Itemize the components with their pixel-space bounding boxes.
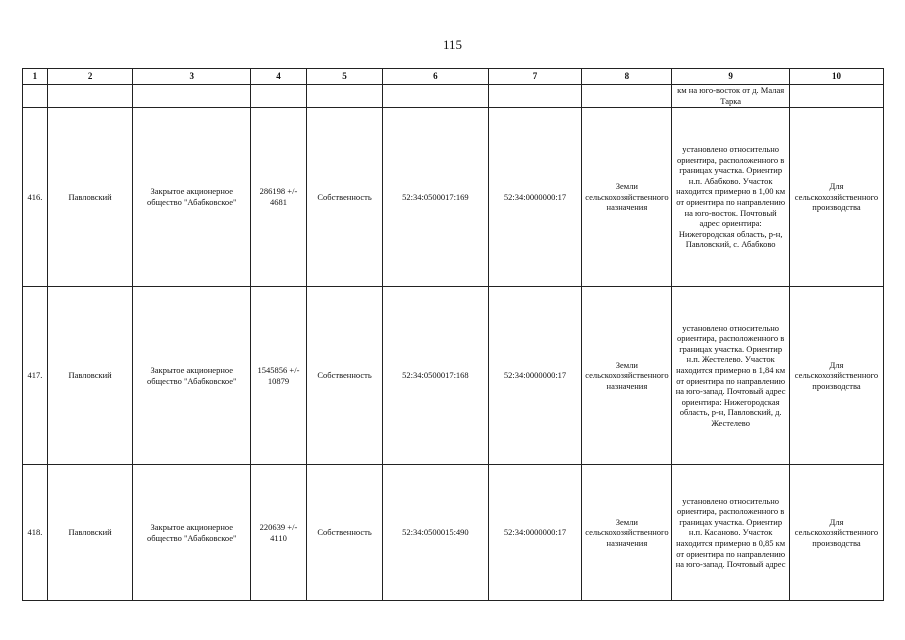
- right-cell: Собственность: [306, 286, 382, 465]
- parent-cadastral-cell: 52:34:0000000:17: [488, 286, 582, 465]
- row-number: 416.: [23, 108, 48, 287]
- parent-cadastral-cell: 52:34:0000000:17: [488, 108, 582, 287]
- permitted-use-cell: Для сельскохозяйственного производства: [789, 286, 883, 465]
- column-header: 6: [383, 69, 488, 85]
- land-category-cell: Земли сельскохозяйственного назначения: [582, 108, 672, 287]
- area-cell: 220639 +/- 4110: [251, 465, 307, 601]
- right-cell: Собственность: [306, 108, 382, 287]
- cadastral-number-cell: 52:34:0500015:490: [383, 465, 488, 601]
- permitted-use-cell: Для сельскохозяйственного производства: [789, 465, 883, 601]
- table-row: [23, 108, 884, 287]
- row-number: 417.: [23, 286, 48, 465]
- land-register-table: [22, 68, 884, 601]
- column-header: 3: [133, 69, 251, 85]
- location-cell: км на юго-восток от д. Малая Тарка: [672, 85, 790, 108]
- location-cell: установлено относительно ориентира, расположенного в границах участка. Ориентир н.п. Абабково. Участок находится примерно в 1,00 км от ориентира по направлению на юго-восток. Почтовый адрес ориентира: Нижегородская область, р-н, Павловский, с. Абабково: [672, 108, 790, 287]
- column-header: 2: [47, 69, 133, 85]
- column-header: 10: [789, 69, 883, 85]
- right-cell: Собственность: [306, 465, 382, 601]
- table-row: [23, 465, 884, 601]
- permitted-use-cell: Для сельскохозяйственного производства: [789, 108, 883, 287]
- land-category-cell: Земли сельскохозяйственного назначения: [582, 286, 672, 465]
- column-header: 9: [672, 69, 790, 85]
- owner-cell: Закрытое акционерное общество "Абабковское": [133, 465, 251, 601]
- district-cell: Павловский: [47, 465, 133, 601]
- column-header: 4: [251, 69, 307, 85]
- continuation-row: [23, 85, 884, 108]
- column-header: 8: [582, 69, 672, 85]
- area-cell: 1545856 +/- 10879: [251, 286, 307, 465]
- land-category-cell: Земли сельскохозяйственного назначения: [582, 465, 672, 601]
- area-cell: 286198 +/- 4681: [251, 108, 307, 287]
- parent-cadastral-cell: 52:34:0000000:17: [488, 465, 582, 601]
- header-row: [23, 69, 884, 85]
- owner-cell: Закрытое акционерное общество "Абабковское": [133, 108, 251, 287]
- owner-cell: Закрытое акционерное общество "Абабковское": [133, 286, 251, 465]
- cadastral-number-cell: 52:34:0500017:168: [383, 286, 488, 465]
- location-cell: установлено относительно ориентира, расположенного в границах участка. Ориентир н.п. Касаново. Участок находится примерно в 0,85 км от ориентира по направлению на юго-запад. Почтовый адрес: [672, 465, 790, 601]
- column-header: 7: [488, 69, 582, 85]
- column-header: 1: [23, 69, 48, 85]
- cadastral-number-cell: 52:34:0500017:169: [383, 108, 488, 287]
- page-number: 115: [442, 37, 463, 52]
- location-cell: установлено относительно ориентира, расположенного в границах участка. Ориентир н.п. Жестелево. Участок находится примерно в 1,84 км от ориентира по направлению на юго-запад. Почтовый адрес ориентира: Нижегородская область, р-н, Павловский, д. Жестелево: [672, 286, 790, 465]
- row-number: 418.: [23, 465, 48, 601]
- district-cell: Павловский: [47, 286, 133, 465]
- table-row: [23, 286, 884, 465]
- district-cell: Павловский: [47, 108, 133, 287]
- column-header: 5: [306, 69, 382, 85]
